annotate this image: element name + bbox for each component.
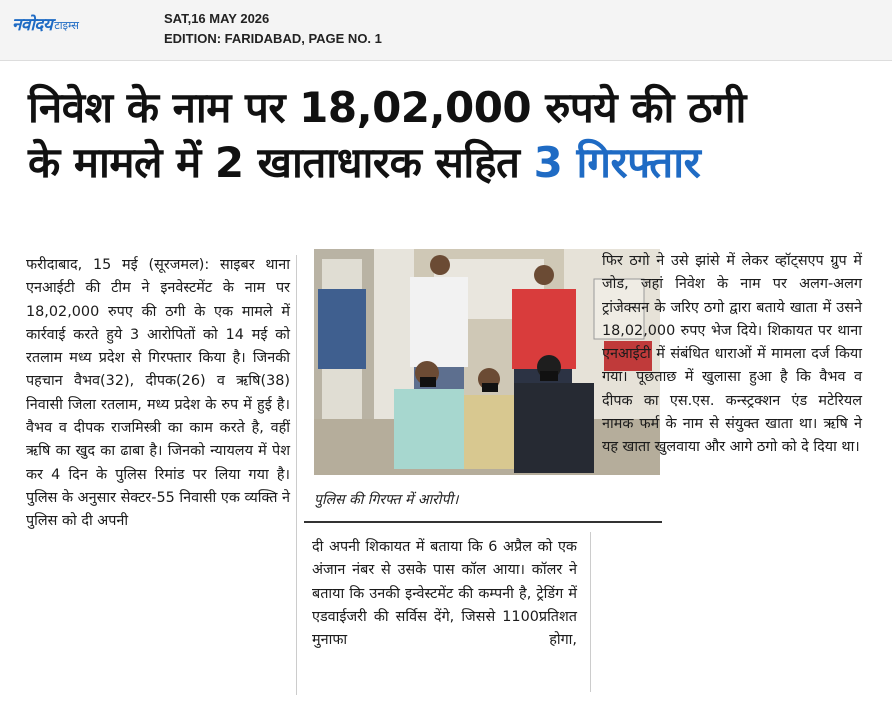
headline-line-2-text: के मामले में 2 खाताधारक सहित xyxy=(28,138,520,187)
article-column-1 xyxy=(26,254,290,534)
edition-info: EDITION: FARIDABAD, PAGE NO. 1 xyxy=(164,31,382,46)
headline-line-1: निवेश के नाम पर 18,02,000 रुपये की ठगी xyxy=(28,83,746,132)
article-column-2 xyxy=(312,536,577,652)
caption-divider xyxy=(304,521,662,523)
newspaper-logo[interactable] xyxy=(12,10,138,36)
article-headline xyxy=(28,80,868,190)
article-column-3 xyxy=(602,250,862,460)
logo-main-text: नवोदय xyxy=(12,14,53,35)
logo-sub-text: टाइम्स xyxy=(54,18,79,32)
edition-date: SAT,16 MAY 2026 xyxy=(164,11,270,26)
photo-caption: पुलिस की गिरफ्त में आरोपी। xyxy=(314,492,459,508)
headline-accent: 3 गिरफ्तार xyxy=(533,138,701,187)
column-divider xyxy=(296,255,297,695)
masthead-bar xyxy=(0,0,892,61)
headline-line-2 xyxy=(28,135,868,190)
column-divider xyxy=(590,532,591,692)
edition-meta xyxy=(164,9,382,49)
column-2-text: दी अपनी शिकायत में बताया कि 6 अप्रैल को एक अंजान नंबर से उसके पास कॉल आया। कॉलर ने बताया कि उनकी इन्वेस्टमेंट की कम्पनी है, ट्रेडिंग में एडवाईजरी की सर्विस देंगे, जिससे 1100प्रतिशत मुनाफा होगा, xyxy=(312,539,577,649)
column-1-text: फरीदाबाद, 15 मई (सूरजमल): साइबर थाना एनआईटी की टीम ने इनवेस्टमेंट के नाम पर 18,02,000 रुपए की ठगी के एक मामले में कार्रवाई करते हुये 3 आरोपितों को 14 मई को रतलाम मध्य प्रदेश से गिरफ्तार किया है। जिनकी पहचान वैभव(32), दीपक(26) व ऋषि(38) निवासी जिला रतलाम, मध्य प्रदेश के रुप में हुई है। वैभव व दीपक राजमिस्त्री का काम करते है, वहीं ऋषि का खुद का ढाबा है। जिनको न्यायलय में पेश कर 4 दिन के पुलिस रिमांड पर लिया गया है। पुलिस के अनुसार सेक्टर-55 निवासी एक व्यक्ति ने पुलिस को दी अपनी xyxy=(26,257,290,530)
column-3-text: फिर ठगो ने उसे झांसे में लेकर व्हॉट्सएप ग्रुप में जोड, जहां निवेश के नाम पर अलग-अलग ट्रांजेक्सन के जरिए ठगो द्वारा बताये खाता में उसने 18,02,000 रुपए भेज दिये। शिकायत पर थाना एनआईटी में संबंधित धाराओं में मामला दर्ज किया गया। पूछताछ में खुलासा हुआ है कि वैभव व दीपक का एस.एस. कन्स्ट्रक्शन एंड मटेरियल नामक फर्म के नाम से संयुक्त खाता था। ऋषि ने यह खाता खुलवाया और आगे ठगो को दे दिया था। xyxy=(602,253,862,456)
